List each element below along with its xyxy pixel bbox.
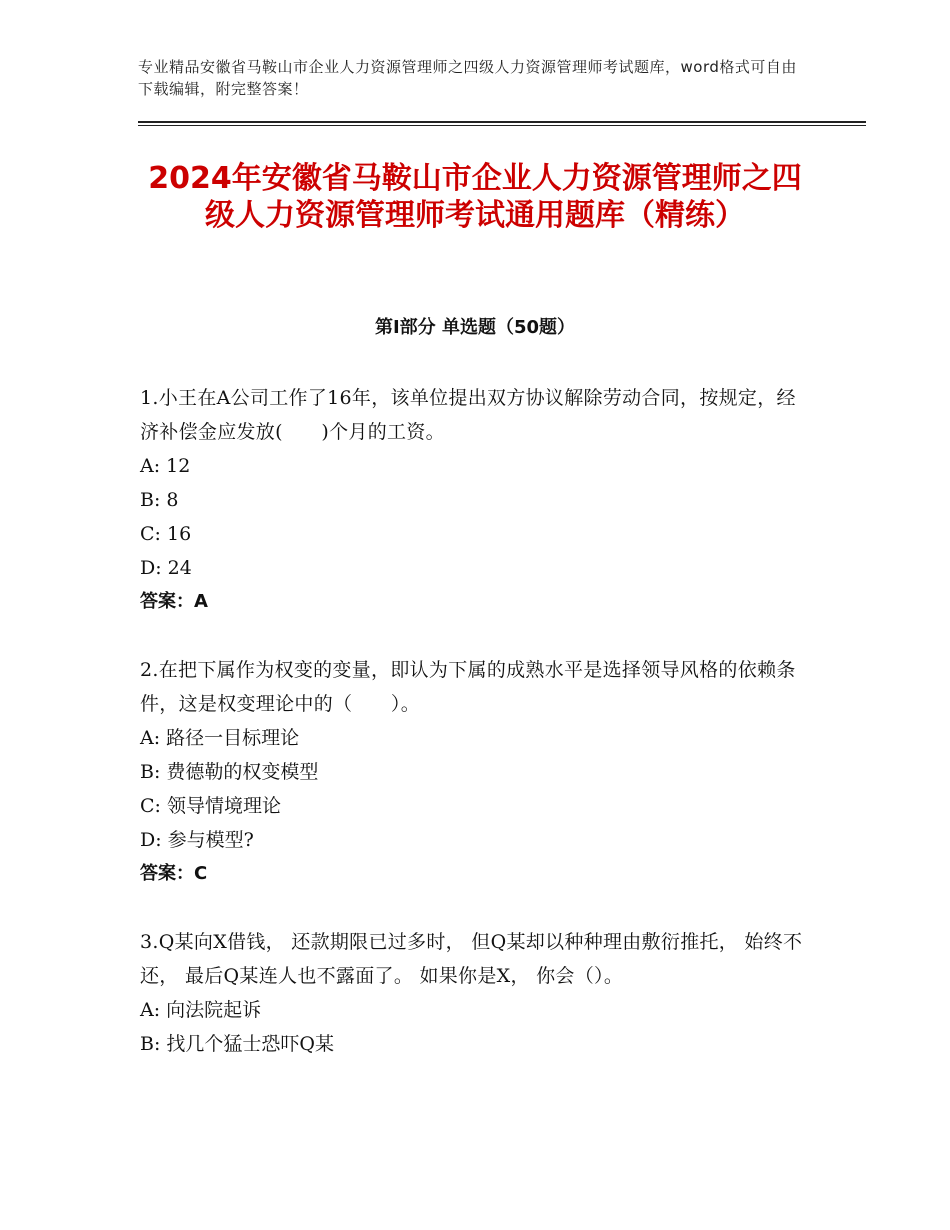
question-1 (140, 381, 810, 619)
option-a: A: 12 (140, 455, 191, 477)
section-title: 第Ⅰ部分 单选题（50题） (374, 317, 575, 338)
option-b: B: 找几个猛士恐吓Q某 (140, 1033, 334, 1055)
question-stem: 1.小王在A公司工作了16年，该单位提出双方协议解除劳动合同，按规定，经济补偿金应发放( )个月的工资。 (140, 387, 796, 443)
question-stem: 2.在把下属作为权变的变量，即认为下属的成熟水平是选择领导风格的依赖条件，这是权变理论中的（ ）。 (140, 659, 796, 715)
answer: 答案：A (140, 591, 208, 612)
option-c: C: 16 (140, 523, 192, 545)
header-note: 专业精品安徽省马鞍山市企业人力资源管理师之四级人力资源管理师考试题库，word格式可自由下载编辑，附完整答案！ (138, 58, 797, 98)
option-c: C: 领导情境理论 (140, 795, 281, 817)
document-title: 2024年安徽省马鞍山市企业人力资源管理师之四级人力资源管理师考试通用题库（精练） (148, 161, 802, 233)
question-stem: 3.Q某向X借钱， 还款期限已过多时， 但Q某却以种种理由敷衍推托， 始终不还， 最后Q某连人也不露面了。 如果你是X， 你会（）。 (140, 931, 803, 987)
question-3 (140, 925, 810, 1061)
header-divider-thin (138, 125, 866, 126)
answer: 答案：C (140, 863, 208, 884)
header-divider (138, 121, 866, 127)
header-divider-thick (138, 121, 866, 123)
option-d: D: 参与模型? (140, 829, 254, 851)
question-2 (140, 653, 810, 891)
option-a: A: 路径一目标理论 (140, 727, 300, 749)
option-a: A: 向法院起诉 (140, 999, 262, 1021)
option-d: D: 24 (140, 557, 192, 579)
option-b: B: 费德勒的权变模型 (140, 761, 319, 783)
option-b: B: 8 (140, 489, 179, 511)
question-list (140, 381, 810, 1095)
